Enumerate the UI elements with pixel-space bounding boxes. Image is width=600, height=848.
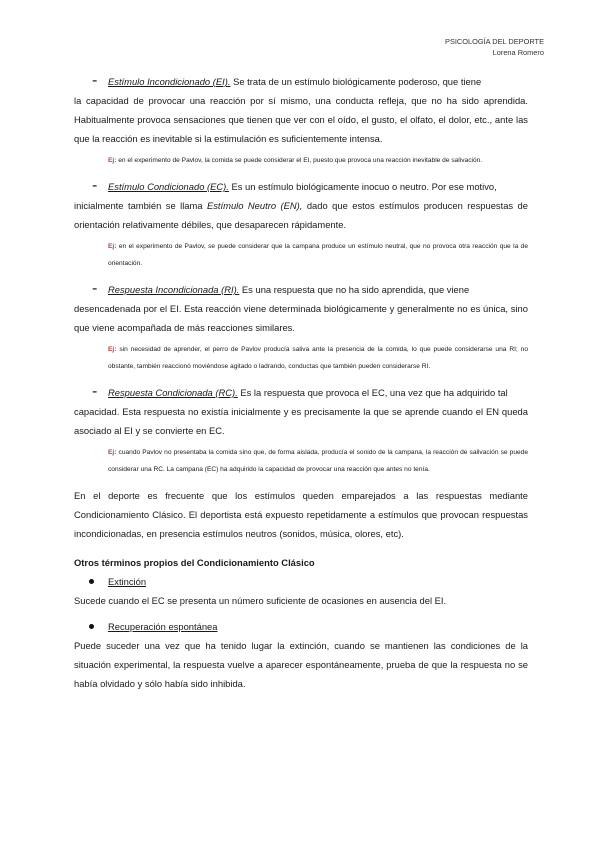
header-subject: PSICOLOGÍA DEL DEPORTE <box>445 37 544 46</box>
definition-text: la capacidad de provocar una reacción por sí mismo, una conducta refleja, que no ha sido aprendida. Habitualmente provoca sensaciones que tienen que ver con el oído, el gusto, el olfato, el dolor, etc., ante las que la reacción es inevitable si la estimulación es suficientemente intensa. <box>74 95 528 144</box>
example-text: cuando Pavlov no presentaba la comida sino que, de forma aislada, producía el sonido de la campana, la reacción de salivación se puede considerar una RC. La campana (EC) ha adquirido la capacidad de provocar una reacción que antes no tenía. <box>108 449 528 473</box>
page-content <box>74 72 528 693</box>
term-label: Estímulo Condicionado (EC). <box>108 181 229 192</box>
list-dash: - <box>92 383 98 400</box>
definition-item <box>74 383 528 440</box>
bullet-dot-icon <box>89 579 94 584</box>
header-author: Lorena Romero <box>492 48 544 57</box>
bullet-dot-icon <box>89 624 94 629</box>
term-label: Respuesta Incondicionada (RI). <box>108 284 240 295</box>
body-paragraph: En el deporte es frecuente que los estímulos queden emparejados a las respuestas mediante Condicionamiento Clásico. El deportista está expuesto repetidamente a estímulos que provocan respuestas incondicionadas, en presencia estímulos neutros (sonidos, música, olores, etc). <box>74 490 528 539</box>
example-text: en el experimento de Pavlov, la comida se puede considerar el EI, puesto que provoca una reacción inevitable de salivación. <box>116 157 483 164</box>
list-dash: - <box>92 177 98 194</box>
definition-first-line: Es una respuesta que no ha sido aprendida, que viene <box>239 284 470 295</box>
example-text: sin necesidad de aprender, el perro de Pavlov producía saliva ante la presencia de la comida, lo que puede considerarse una RI; no obstante, también reaccionó moviéndose agitado o ladrando, conductas que también pueden considerarse RI. <box>108 346 528 370</box>
example-note <box>108 444 528 478</box>
bullet-item <box>74 617 528 636</box>
definition-item <box>74 72 528 148</box>
list-dash: - <box>92 72 98 89</box>
bullet-item <box>74 572 528 591</box>
example-note <box>108 341 528 375</box>
definition-first-line: Es un estímulo biológicamente inocuo o neutro. Por ese motivo, <box>228 181 497 192</box>
definition-first-line: Es la respuesta que provoca el EC, una vez que ha adquirido tal <box>237 387 508 398</box>
term-label: Respuesta Condicionada (RC). <box>108 387 238 398</box>
definition-text-start: inicialmente también se llama <box>74 200 207 211</box>
bullet-label: Recuperación espontánea <box>108 621 218 632</box>
definition-first-line: Se trata de un estímulo biológicamente poderoso, que tiene <box>230 76 482 87</box>
page-header <box>445 36 544 58</box>
example-prefix: Ej: <box>108 449 117 456</box>
term-label: Estímulo Incondicionado (EI). <box>108 76 231 87</box>
example-note <box>108 238 528 272</box>
example-text: en el experimento de Pavlov, se puede considerar que la campana produce un estímulo neutral, que no provoca otra reacción que la de orientación. <box>108 243 528 267</box>
bullet-label: Extinción <box>108 576 147 587</box>
definition-text: desencadenada por el EI. Esta reacción viene determinada biológicamente y generalmente no es única, sino que viene acompañada de más reacciones similares. <box>74 303 528 333</box>
definition-text-end: dado que estos estímulos producen respuestas de orientación relativamente débiles, que desaparecen rápidamente. <box>74 200 528 230</box>
bullet-text: Sucede cuando el EC se presenta un número suficiente de ocasiones en ausencia del EI. <box>74 595 447 606</box>
definition-italic: Estímulo Neutro (EN), <box>206 200 303 211</box>
definition-item <box>74 280 528 337</box>
bullet-text: Puede suceder una vez que ha tenido lugar la extinción, cuando se mantienen las condiciones de la situación experimental, la respuesta vuelve a aparecer espontáneamente, prueba de que la respuesta no se había olvidado y sólo había sido inhibida. <box>74 640 528 689</box>
definition-text: capacidad. Esta respuesta no existía inicialmente y es precisamente la que se aprende cuando el EN queda asociado al EI y se convierte en EC. <box>74 406 528 436</box>
section-heading: Otros términos propios del Condicionamiento Clásico <box>74 557 315 568</box>
list-dash: - <box>92 280 98 297</box>
definition-text <box>74 196 528 234</box>
example-prefix: Ej: <box>108 157 117 164</box>
example-prefix: Ej: <box>108 243 117 250</box>
example-note <box>108 152 528 169</box>
example-prefix: Ej: <box>108 346 117 353</box>
definition-item <box>74 177 528 234</box>
